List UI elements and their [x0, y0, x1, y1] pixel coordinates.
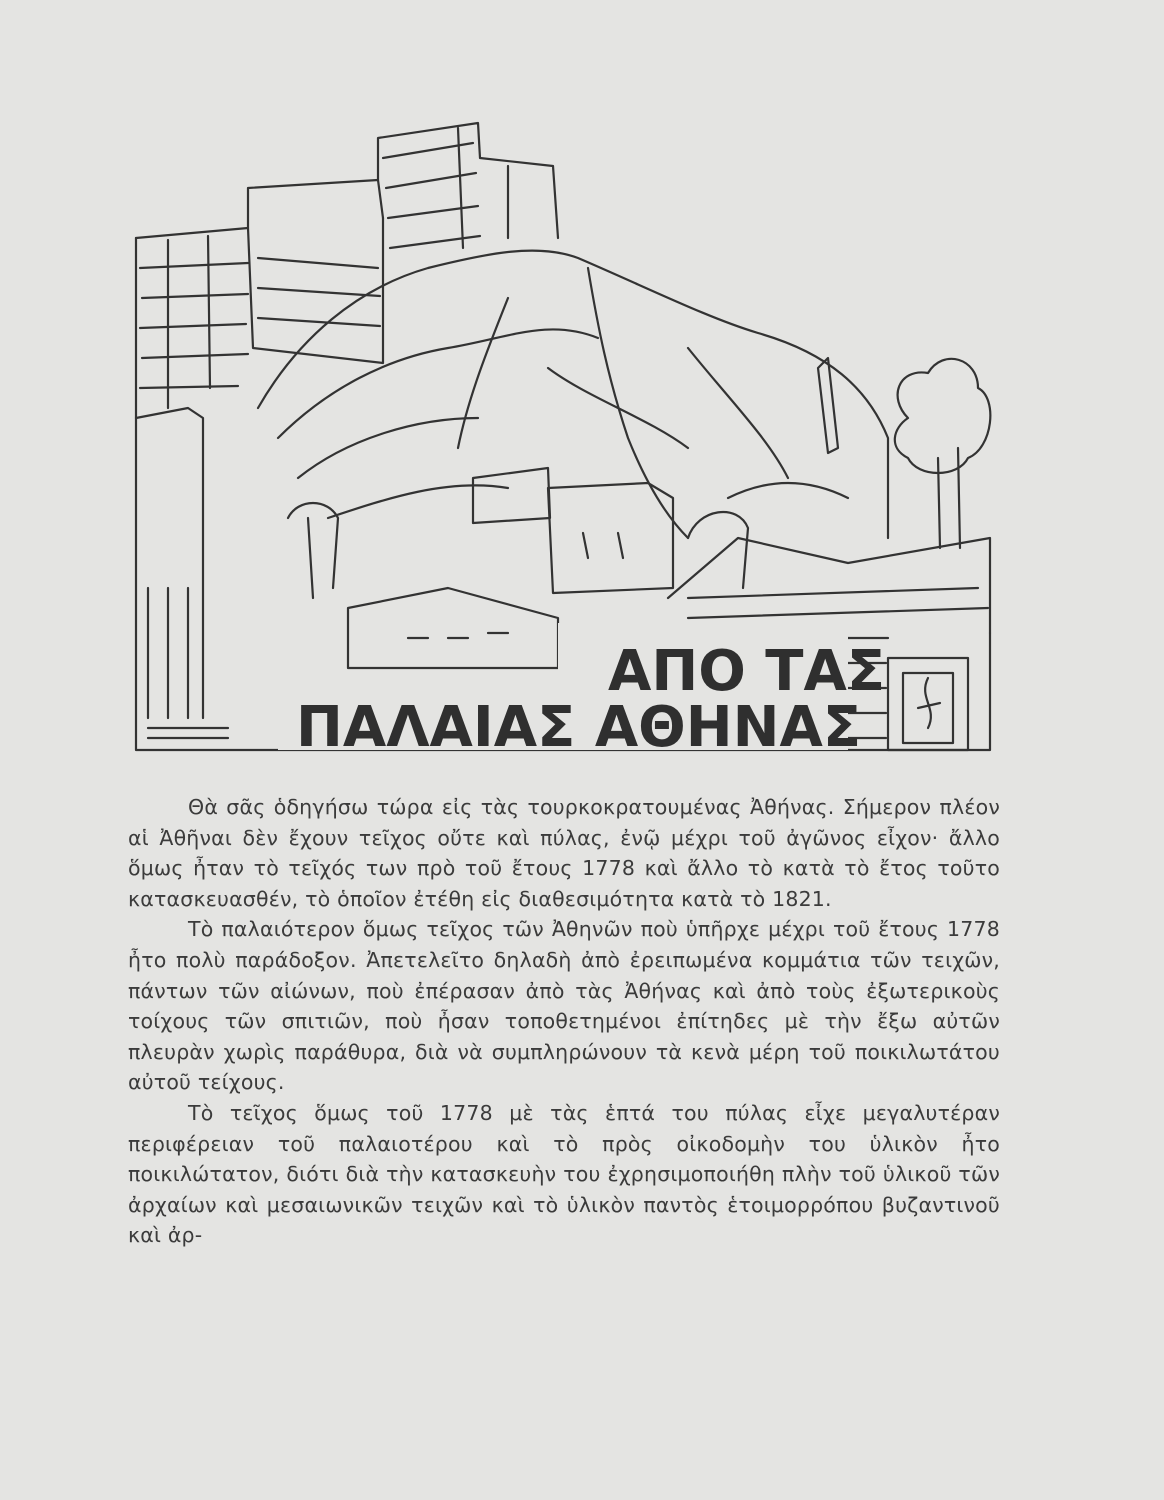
acropolis-woodcut-illustration	[128, 118, 998, 758]
paragraph-2: Τὸ παλαιότερον ὅμως τεῖχος τῶν Ἀθηνῶν ποὺ ὑπῆρχε μέχρι τοῦ ἔτους 1778 ἦτο πολὺ παράδοξον. Ἀπετελεῖτο δηλαδὴ ἀπὸ ἐρειπωμένα κομμάτια τῶν τειχῶν, πάντων τῶν αἰώνων, ποὺ ἐπέρασαν ἀπὸ τὰς Ἀθήνας καὶ ἀπὸ τοὺς ἐξωτερικοὺς τοίχους τῶν σπιτιῶν, ποὺ ἦσαν τοποθετημένοι ἐπίτηδες μὲ τὴν ἔξω αὐτῶν πλευρὰν χωρὶς παράθυρα, διὰ νὰ συμπληρώνουν τὰ κενὰ μέρη τοῦ ποικιλωτάτου αὐτοῦ τείχους.	[128, 917, 1000, 1095]
paragraph-1: Θὰ σᾶς ὁδηγήσω τώρα εἰς τὰς τουρκοκρατουμένας Ἀθήνας. Σήμερον πλέον αἱ Ἀθῆναι δὲν ἔχουν τεῖχος οὔτε καὶ πύλας, ἐνῷ μέχρι τοῦ ἀγῶνος εἶχον· ἄλλο ὅμως ἦταν τὸ τεῖχός των πρὸ τοῦ ἔτους 1778 καὶ ἄλλο τὸ κατὰ τὸ ἔτος τοῦτο κατασκευασθέν, τὸ ὁποῖον ἐτέθη εἰς διαθεσιμότητα κατὰ τὸ 1821.	[128, 795, 1000, 911]
illustration-title-line2: ΠΑΛΑΙΑΣ ΑΘΗΝΑΣ	[296, 695, 862, 758]
paragraph-3: Τὸ τεῖχος ὅμως τοῦ 1778 μὲ τὰς ἑπτά του πύλας εἶχε μεγαλυτέραν περιφέρειαν τοῦ παλαιοτέρου καὶ τὸ πρὸς οἰκοδομὴν του ὑλικὸν ἦτο ποικιλώτατον, διότι διὰ τὴν κατασκευὴν του ἐχρησιμοποιήθη πλὴν τοῦ ὑλικοῦ τῶν ἀρχαίων καὶ μεσαιωνικῶν τειχῶν καὶ τὸ ὑλικὸν παντὸς ἑτοιμορρόπου βυζαντινοῦ καὶ ἀρ-	[128, 1100, 1000, 1248]
chapter-body-text	[128, 792, 1000, 1251]
woodcut-icon	[128, 118, 998, 758]
illustration-title-line1: ΑΠΟ ΤΑΣ	[608, 639, 886, 704]
